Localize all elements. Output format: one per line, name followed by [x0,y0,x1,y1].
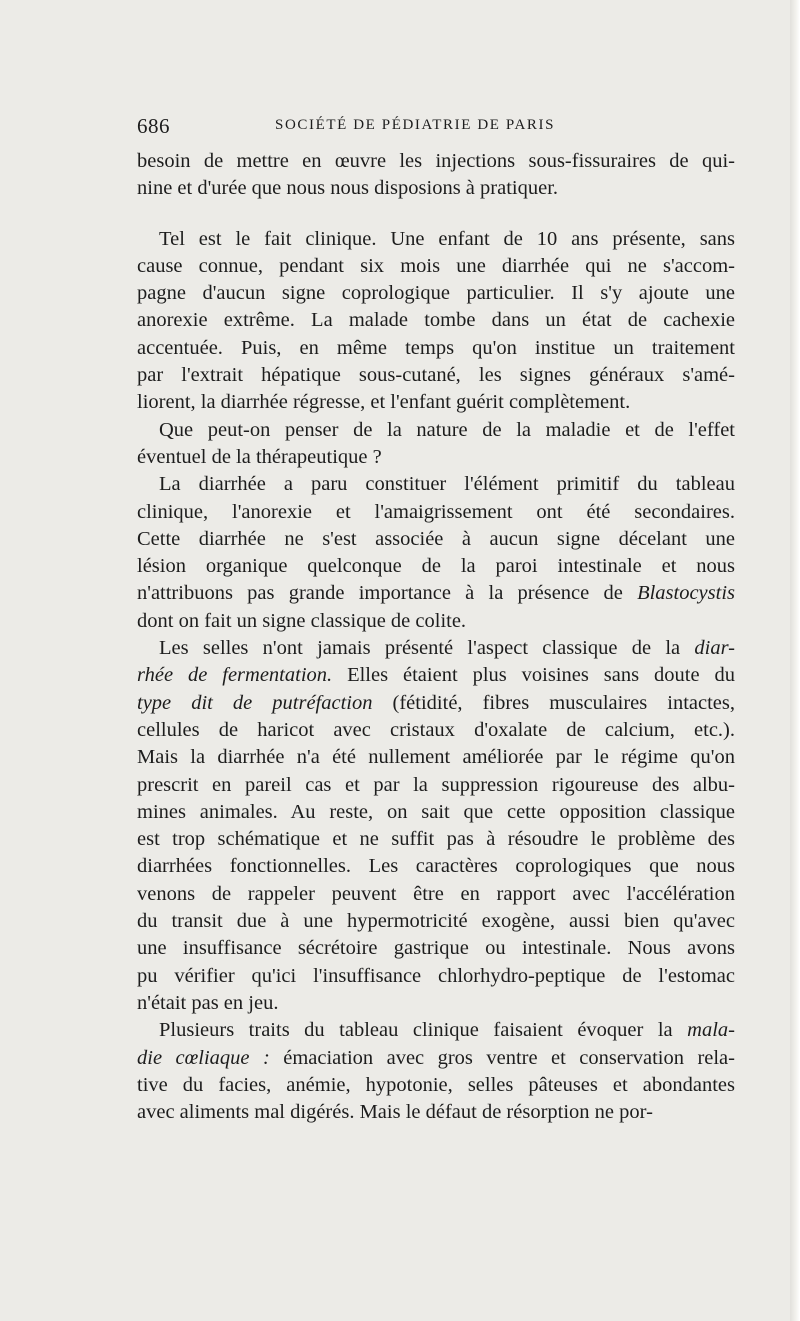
paragraph [137,1017,735,1126]
body-text [137,148,735,1126]
paragraph [137,226,735,417]
paragraph [137,635,735,1017]
text-line [137,553,735,580]
text-run: émaciation avec gros ventre et conservation rela- [269,1046,735,1069]
text-line [137,499,735,526]
text-run: lésion organique quelconque de la paroi intestinale et nous [137,555,735,578]
text-line [137,335,735,362]
italic-text: type dit de putréfaction [137,691,373,714]
text-run: anorexie extrême. La malade tombe dans un état de cachexie [137,309,735,332]
text-run: Tel est le fait clinique. Une enfant de 10 ans présente, sans [159,227,735,250]
text-line [137,963,735,990]
text-line [137,1045,735,1072]
text-line [137,253,735,280]
text-line [137,175,735,202]
text-line [137,662,735,689]
text-line [137,799,735,826]
paragraph [137,148,735,203]
text-run: cause connue, pendant six mois une diarrhée qui ne s'accom- [137,254,735,277]
text-line [137,881,735,908]
text-line [137,307,735,334]
text-line [137,580,735,607]
page-edge [790,0,800,1321]
italic-text: Blastocystis [637,582,735,605]
text-line [137,772,735,799]
text-run: (fétidité, fibres musculaires intactes, [372,691,735,714]
text-line [137,635,735,662]
text-line [137,1099,735,1126]
italic-text: die cœliaque : [137,1046,270,1069]
text-run: La diarrhée a paru constituer l'élément primitif du tableau [159,473,735,496]
paragraph [137,471,735,635]
italic-text: mala- [687,1019,735,1042]
text-line [137,826,735,853]
text-line [137,389,735,416]
page-number: 686 [137,114,170,138]
text-line [137,608,735,635]
text-line [137,1017,735,1044]
text-run: pagne d'aucun signe coprologique particulier. Il s'y ajoute une [137,282,735,305]
text-run: avec aliments mal digérés. Mais le défaut de résorption ne por- [137,1101,653,1124]
text-run: Les selles n'ont jamais présenté l'aspect classique de la [159,637,695,660]
text-run: clinique, l'anorexie et l'amaigrissement ont été secondaires. [137,500,735,523]
text-line [137,226,735,253]
text-line [137,526,735,553]
text-run: liorent, la diarrhée régresse, et l'enfant guérit complètement. [137,391,631,414]
text-line [137,1072,735,1099]
text-run: mines animales. Au reste, on sait que cette opposition classique [137,800,735,823]
text-run: Plusieurs traits du tableau clinique faisaient évoquer la [159,1019,688,1042]
text-run: par l'extrait hépatique sous-cutané, les signes généraux s'amé- [137,364,735,387]
text-run: éventuel de la thérapeutique ? [137,445,382,468]
text-line [137,362,735,389]
text-run: Mais la diarrhée n'a été nullement améliorée par le régime qu'on [137,746,735,769]
page-header [137,114,735,144]
text-line [137,280,735,307]
text-run: accentuée. Puis, en même temps qu'on institue un traitement [137,336,735,359]
text-run: tive du facies, anémie, hypotonie, selles pâteuses et abondantes [137,1073,735,1096]
text-run: besoin de mettre en œuvre les injections sous-fissuraires de qui- [137,150,735,172]
text-line [137,853,735,880]
text-run: une insuffisance sécrétoire gastrique ou intestinale. Nous avons [137,937,735,960]
text-line [137,471,735,498]
text-run: du transit due à une hypermotricité exogène, aussi bien qu'avec [137,910,735,933]
text-line [137,990,735,1017]
text-run: venons de rappeler peuvent être en rapport avec l'accélération [137,882,735,905]
text-line [137,908,735,935]
running-head: SOCIÉTÉ DE PÉDIATRIE DE PARIS [275,117,556,133]
text-run: pu vérifier qu'ici l'insuffisance chlorhydro-peptique de l'estomac [137,964,735,987]
text-run: n'attribuons pas grande importance à la présence de [137,582,638,605]
text-line [137,148,735,175]
text-run: n'était pas en jeu. [137,991,279,1014]
text-run: cellules de haricot avec cristaux d'oxalate de calcium, etc.). [137,718,735,741]
italic-text: diar- [694,637,735,660]
text-line [137,717,735,744]
text-run: Elles étaient plus voisines sans doute du [332,664,735,687]
text-run: nine et d'urée que nous nous disposions à pratiquer. [137,177,559,200]
text-line [137,690,735,717]
text-line [137,417,735,444]
text-run: dont on fait un signe classique de colite. [137,609,467,632]
text-run: est trop schématique et ne suffit pas à résoudre le problème des [137,828,735,851]
text-run: diarrhées fonctionnelles. Les caractères coprologiques que nous [137,855,735,878]
text-line [137,444,735,471]
paragraph [137,417,735,472]
paragraph-gap [137,203,735,226]
text-run: Que peut-on penser de la nature de la maladie et de l'effet [159,418,735,441]
text-line [137,935,735,962]
text-run: prescrit en pareil cas et par la suppression rigoureuse des albu- [137,773,735,796]
italic-text: rhée de fermentation. [137,664,333,687]
text-line [137,744,735,771]
text-run: Cette diarrhée ne s'est associée à aucun signe décelant une [137,527,735,550]
